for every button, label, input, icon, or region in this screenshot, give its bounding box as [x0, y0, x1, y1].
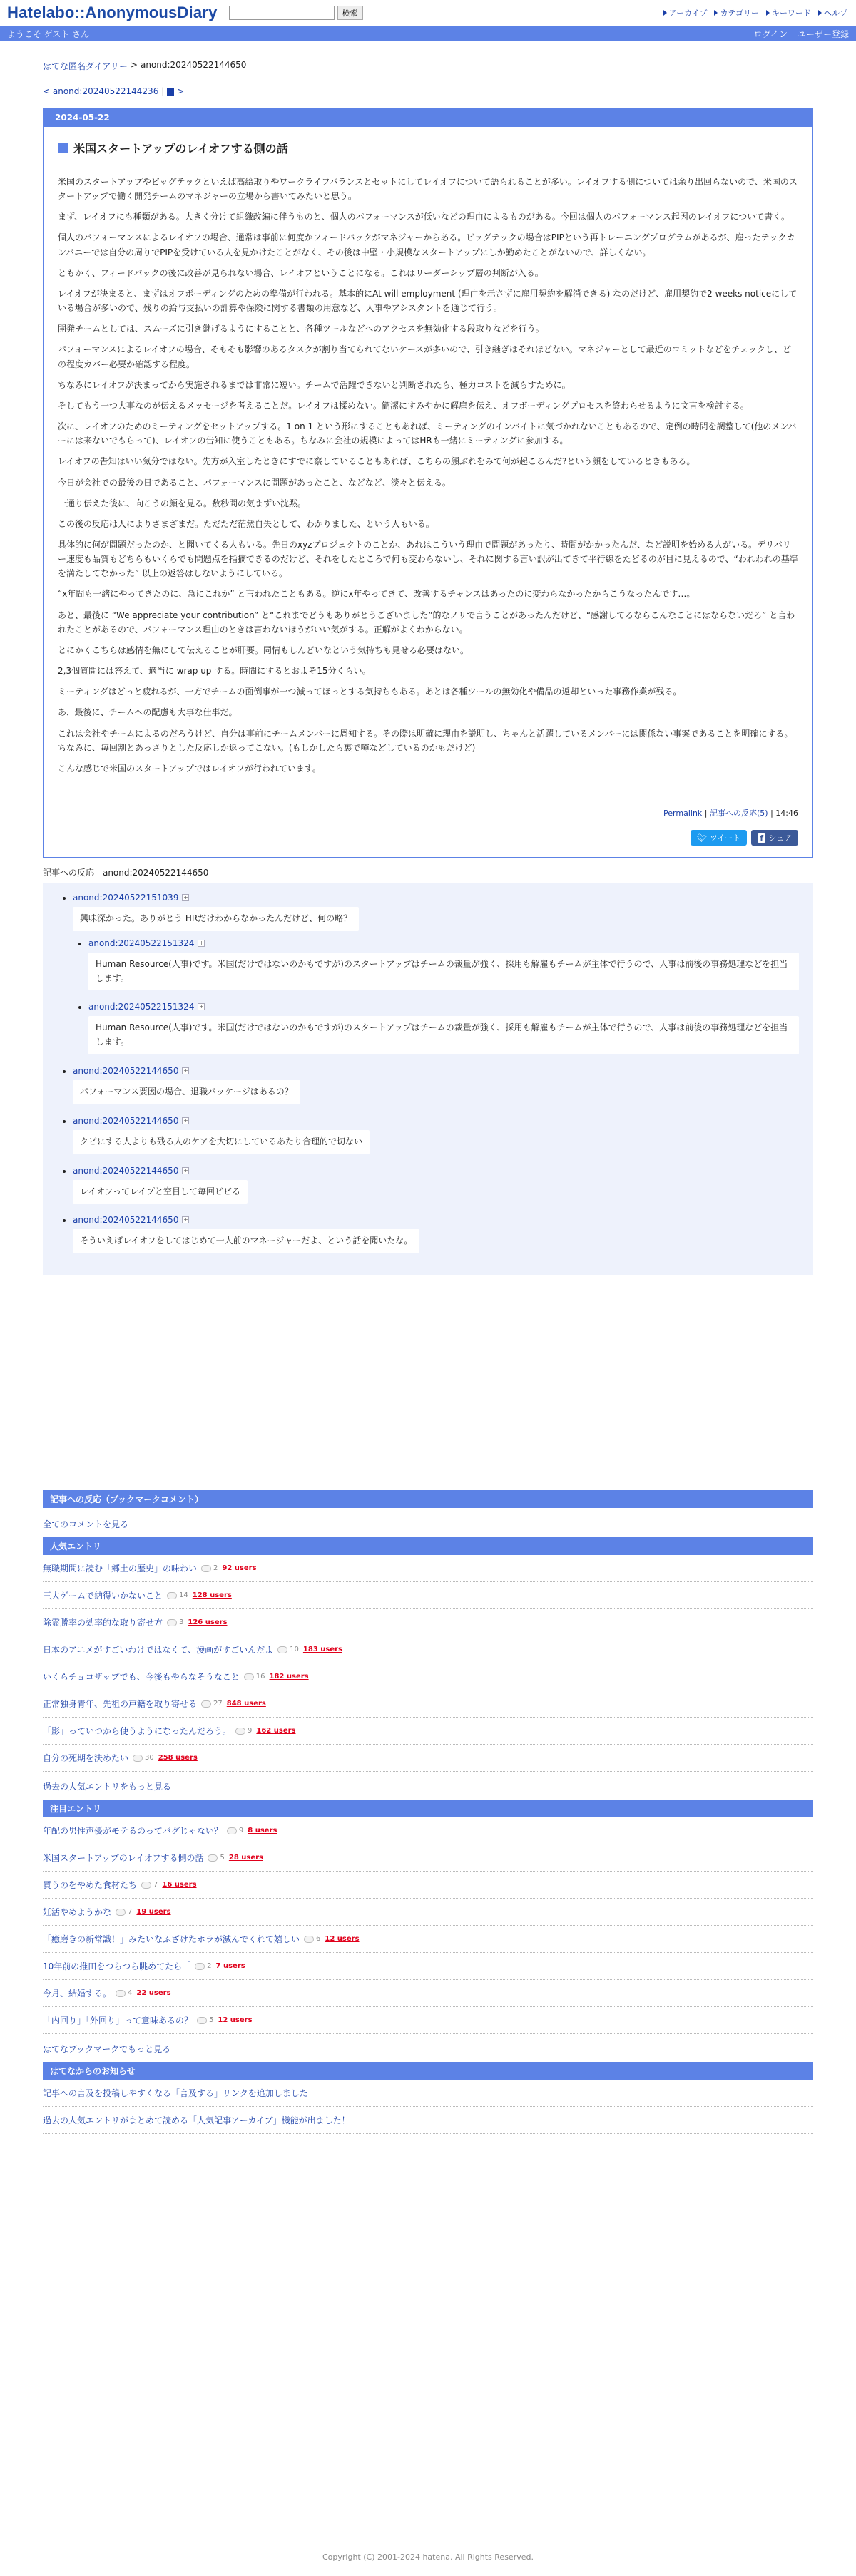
entry-row — [43, 1718, 813, 1745]
comment-bubble-icon — [235, 1728, 245, 1735]
popular-more-link[interactable]: 過去の人気エントリをもっと見る — [43, 1782, 172, 1792]
bookmark-users-link[interactable]: 162 users — [256, 1727, 296, 1735]
entry-row — [43, 1636, 813, 1663]
article-paragraph: 米国のスタートアップやビッグテックといえば高給取りやワークライフバランスとセットにしてレイオフについて語られることが多い。レイオフする側については余り出回らないので、米国のスタートアップで働く開発チームのマネジャーの立場から書いてみたいと思う。 — [58, 177, 798, 202]
news-link[interactable]: 記事への言及を投稿しやすくなる「言及する」リンクを追加しました — [43, 2088, 308, 2099]
bookmark-users-link[interactable]: 182 users — [269, 1673, 309, 1681]
reaction-item — [73, 1066, 799, 1104]
entry-title-link[interactable]: 正常独身青年、先祖の戸籍を取り寄せる — [43, 1699, 198, 1710]
comment-count[interactable] — [195, 1962, 211, 1970]
expand-icon[interactable]: + — [199, 1003, 204, 1010]
entry-row — [43, 1555, 813, 1582]
comment-bubble-icon — [116, 1990, 126, 1997]
article-paragraph: “x年間も一緒にやってきたのに、急にこれか” と言われたこともある。逆にx年やってきて、改善するチャンスはあったのに変わらなかったからこうなったんです…。 — [58, 589, 696, 600]
bookmark-users-link[interactable]: 7 users — [215, 1962, 245, 1971]
article-footer: Permalink | 記事への反応(5) | 14:46 — [663, 809, 798, 818]
bookmark-users-link[interactable]: 16 users — [162, 1881, 197, 1889]
article-paragraph: ミーティングはどっと疲れるが、一方でチームの面倒事が一つ減ってほっとする気持ちもある。あとは各種ツールの無効化や備品の返却といった事務作業が残る。 — [58, 687, 682, 697]
reaction-body-wrap — [88, 953, 799, 991]
comment-count[interactable] — [244, 1673, 265, 1680]
bookmark-users-link[interactable]: 183 users — [302, 1646, 342, 1654]
article-paragraph: そしてもう一つ大事なのが伝えるメッセージを考えることだ。レイオフは揉めない。簡潔にすみやかに解雇を伝え、オフボーディングプロセスを終わらせるように文言を検討する。 — [58, 400, 749, 411]
reaction-body-wrap — [73, 1176, 799, 1204]
reaction-item — [73, 1166, 799, 1204]
share-label: シェア — [768, 833, 792, 843]
reaction-author — [73, 1215, 189, 1225]
reaction-author-link[interactable]: • anond:20240522144650 — [73, 1115, 179, 1126]
permalink[interactable]: Permalink — [663, 809, 703, 818]
comment-bubble-icon — [167, 1592, 177, 1599]
comment-count-value: 5 — [209, 2016, 214, 2025]
news-item — [43, 2080, 813, 2107]
article-paragraph: あと、最後に “We appreciate your contribution” と“これまでどうもありがとうございました”的なノリで言うことがあったんだけど、“感謝してるならこんなことにはならないだろ” と言われたことがあるので、パフォーマンス理由のときは言わないほうがいい気がする。正解がよくわからない。 — [58, 610, 795, 635]
entry-row — [43, 1844, 813, 1872]
tweet-button[interactable] — [691, 830, 747, 846]
breadcrumb — [43, 60, 813, 72]
reaction-item — [88, 1002, 799, 1054]
popular-entries — [43, 1555, 813, 1772]
reaction-text: 興味深かった。ありがとう HRだけわからなかったんだけど、何の略？ — [80, 913, 352, 923]
entry-title-link[interactable]: 除霊勝率の効率的な取り寄せ方 — [43, 1618, 163, 1628]
main-content — [43, 60, 813, 2134]
title-square-icon — [58, 143, 68, 153]
entry-row — [43, 1690, 813, 1718]
entry-title-link[interactable]: 無職期間に読む「郷土の歴史」の味わい — [43, 1564, 198, 1574]
bird-icon: 🐦︎ — [697, 833, 707, 843]
reactions-link[interactable]: 記事への反応(5) — [710, 809, 768, 818]
breadcrumb-current: anond:20240522144650 — [140, 60, 247, 70]
reactions-heading: 記事への反応 - anond:20240522144650 — [43, 868, 209, 878]
reaction-author-link[interactable]: • anond:20240522151039 — [73, 893, 179, 903]
comment-count-value: 5 — [220, 1854, 225, 1862]
comment-count[interactable] — [201, 1564, 218, 1572]
news-item — [43, 2107, 813, 2134]
notable-more-link[interactable]: はてなブックマークでもっと見る — [43, 2044, 171, 2055]
reaction-item — [73, 1116, 799, 1154]
expand-icon[interactable]: + — [183, 1117, 188, 1124]
comment-bubble-icon — [201, 1565, 211, 1572]
nav-keyword-label: キーワード — [772, 9, 811, 18]
bookmark-users-link[interactable]: 128 users — [192, 1591, 232, 1600]
entry-row — [43, 1953, 813, 1980]
comment-count-value: 4 — [128, 1989, 133, 1998]
comment-count[interactable] — [304, 1935, 320, 1943]
expand-icon[interactable]: + — [183, 1166, 188, 1174]
article-date: 2024-05-22 — [44, 108, 812, 127]
reaction-body-wrap — [73, 1126, 799, 1154]
reaction-body — [73, 1080, 300, 1104]
entry-title-link[interactable]: 妊活やめようかな — [43, 1907, 112, 1918]
triangle-right-icon — [766, 10, 770, 16]
comment-bubble-icon — [227, 1827, 237, 1834]
news-link[interactable]: 過去の人気エントリがまとめて読める「人気記事アーカイブ」機能が出ました！ — [43, 2115, 350, 2126]
entry-title-link[interactable]: 米国スタートアップのレイオフする側の話 — [43, 1853, 204, 1864]
reaction-body — [73, 1229, 419, 1253]
facebook-icon: f — [758, 833, 765, 843]
comment-count[interactable] — [133, 1754, 154, 1762]
entry-row — [43, 1926, 813, 1953]
reaction-author-link[interactable]: • anond:20240522144650 — [73, 1065, 179, 1076]
nav-help-label: ヘルプ — [824, 9, 847, 18]
comment-bubble-icon — [244, 1673, 254, 1680]
reaction-item — [88, 938, 799, 991]
reaction-author — [88, 1002, 205, 1012]
entry-title-link[interactable]: 日本のアニメがすごいわけではなくて、漫画がすごいんだよ — [43, 1645, 274, 1656]
notable-entries — [43, 1817, 813, 2034]
reaction-item — [73, 893, 799, 1054]
header-nav — [663, 7, 847, 19]
entry-title-link[interactable]: 10年前の推田をつらつら眺めてたら「 — [43, 1961, 191, 1972]
notable-more — [43, 2034, 813, 2062]
pager-separator: | — [161, 86, 165, 96]
reaction-author — [73, 1166, 189, 1176]
hatena-news — [43, 2080, 813, 2134]
bookmark-users-link[interactable]: 8 users — [248, 1827, 277, 1835]
reaction-text: そういえばレイオフをしてはじめて一人前のマネージャーだよ、という話を聞いたな。 — [80, 1236, 413, 1246]
bookmark-users-link[interactable]: 19 users — [136, 1908, 171, 1916]
bookmark-users-link[interactable]: 12 users — [325, 1935, 360, 1944]
reaction-body — [88, 953, 799, 991]
bookmark-users-link[interactable]: 22 users — [136, 1989, 171, 1998]
reaction-author-link[interactable]: • anond:20240522144650 — [73, 1215, 179, 1226]
entry-title-link[interactable]: 今月、結婚する。 — [43, 1989, 112, 1999]
square-icon — [167, 88, 174, 96]
reactions-list — [43, 883, 813, 1275]
entry-row — [43, 1609, 813, 1636]
article-paragraph: パフォーマンスによるレイオフの場合、そもそも影響のあるタスクが割り当てられてないケースが多いので、引き継ぎはそれほどない。マネジャーとして最近のコミットなどをチェックし、どの程度カバー必要か確認する程度。 — [58, 344, 792, 369]
user-bar — [0, 26, 856, 41]
popular-entries-heading: 人気エントリ — [43, 1537, 813, 1555]
triangle-right-icon — [714, 10, 718, 16]
comment-count[interactable] — [201, 1700, 223, 1708]
reaction-body — [73, 1180, 248, 1204]
popular-more — [43, 1772, 813, 1800]
comment-count-value: 7 — [128, 1908, 133, 1916]
reaction-author — [73, 893, 189, 903]
comment-bubble-icon — [141, 1882, 151, 1889]
nav-category-label: カテゴリー — [720, 9, 759, 18]
article-body — [44, 127, 812, 857]
comment-bubble-icon — [277, 1646, 287, 1653]
entry-title-link[interactable]: 「影」っていつから使うようになったんだろう。 — [43, 1726, 232, 1737]
comment-count-value: 6 — [316, 1935, 321, 1944]
reaction-author-link[interactable]: • anond:20240522144650 — [73, 1165, 179, 1176]
comment-count-value: 27 — [213, 1700, 223, 1708]
article-paragraph: あ、最後に、チームへの配慮も大事な仕事だ。 — [58, 707, 238, 718]
comment-bubble-icon — [304, 1936, 314, 1943]
article-paragraph: ともかく、フィードバックの後に改善が見られない場合、レイオフということになる。これはリーダーシップ層の判断が入る。 — [58, 267, 544, 278]
entry-title-link[interactable]: 三大ゲームで納得いかないこと — [43, 1591, 163, 1601]
next-entry-label: > — [177, 86, 185, 96]
entry-title-link[interactable]: 年配の男性声優がモテるのってバグじゃない？ — [43, 1826, 223, 1837]
article-paragraph: 2,3個質問には答えて、適当に wrap up する。時間にするとおよそ15分くらい。 — [58, 666, 371, 677]
bookmark-users-link[interactable]: 28 users — [228, 1854, 263, 1862]
comment-bubble-icon — [133, 1755, 143, 1762]
site-header — [0, 0, 856, 26]
post-time: 14:46 — [775, 809, 798, 818]
article-paragraph: レイオフの告知はいい気分ではない。先方が入室したときにすでに察していることもあれば、こちらの顔ぶれをみて何が起こるんだ?という顔をしているときもある。 — [58, 456, 696, 467]
article-paragraph: これは会社やチームによるのだろうけど、自分は事前にチームメンバーに周知する。その際は明確に理由を説明し、ちゃんと活躍しているメンバーには関係ない事案であることを明確にする。ちなみに、毎回割とあっさりとした反応しか返ってこない。(もしかしたら裏で噂などしているのかもだけど) — [58, 728, 793, 753]
entry-row — [43, 2007, 813, 2034]
comment-count-value: 30 — [145, 1754, 154, 1762]
article-paragraph: ちなみにレイオフが決まってから実施されるまでは非常に短い。チームで活躍できないと判断されたら、極力コストを減らすために。 — [58, 379, 571, 390]
comment-bubble-icon — [208, 1854, 218, 1862]
article-paragraph: この後の反応は人によりさまざまだ。ただただ茫然自失として、わかりました、という人もいる。 — [58, 518, 434, 529]
bookmark-users-link[interactable]: 92 users — [222, 1564, 257, 1573]
comment-count[interactable] — [167, 1591, 188, 1599]
comment-count[interactable] — [116, 1989, 132, 1997]
article-paragraph: まず、レイオフにも種類がある。大きく分けて組織改編に伴うものと、個人のパフォーマンスが低いなどの理由によるものがある。今回は個人のパフォーマンス起因のレイオフについて書く。 — [58, 212, 790, 222]
reaction-body — [88, 1016, 799, 1054]
reaction-body-wrap — [88, 1016, 799, 1054]
next-entry-link[interactable] — [167, 86, 184, 96]
article-paragraph: こんな感じで米国のスタートアップではレイオフが行われています。 — [58, 763, 321, 774]
reaction-author — [88, 938, 205, 948]
comment-count[interactable] — [167, 1618, 183, 1626]
comment-count-value: 3 — [179, 1618, 184, 1627]
entry-title-link[interactable]: 買うのをやめた食材たち — [43, 1880, 138, 1891]
reaction-item — [73, 1215, 799, 1253]
reaction-replies — [73, 938, 799, 1054]
breadcrumb-separator: > — [130, 60, 138, 70]
article-paragraph: 今日が会社での最後の日であること、パフォーマンスに問題があったこと、などなど、淡々と伝える。 — [58, 477, 451, 488]
nav-help[interactable] — [818, 7, 847, 19]
welcome-text: ようこそ ゲスト さん — [7, 29, 90, 39]
comment-bubble-icon — [167, 1619, 177, 1626]
reaction-body — [73, 907, 359, 931]
comment-bubble-icon — [197, 2017, 207, 2024]
nav-archive-label: アーカイブ — [668, 9, 708, 18]
entry-title-link[interactable]: 「内回り」「外回り」って意味あるの？ — [43, 2016, 193, 2026]
comment-count[interactable] — [208, 1854, 224, 1862]
reaction-body-wrap — [73, 903, 799, 931]
register-link[interactable]: ユーザー登録 — [797, 29, 849, 39]
comment-count[interactable] — [235, 1727, 252, 1735]
article-paragraph: 次に、レイオフのためのミーティングをセットアップする。1 on 1 という形にすることもあれば、ミーティングのインバイトに気づかれないこともあるので、定例の時間を調整して(他のメンバーには来ないでもらって)、レイオフの告知に使うこともある。ちなみに会社の規模によってはHRも一緒にミーティングに参加する。 — [58, 421, 797, 446]
reaction-text: パフォーマンス要因の場合、退職パッケージはあるの？ — [80, 1086, 293, 1097]
comment-count[interactable] — [116, 1908, 132, 1916]
reaction-text: Human Resource(人事)です。米国(だけではないのかもですが)のスタートアップはチームの裁量が強く、採用も解雇もチームが主体で行うので、人事は前後の事務処理などを担当します。 — [96, 1022, 788, 1047]
comment-count[interactable] — [277, 1646, 299, 1653]
bookmark-comments-heading: 記事への反応（ブックマークコメント） — [43, 1490, 813, 1508]
entry-row — [43, 1817, 813, 1844]
reaction-text: クビにする人よりも残る人のケアを大切にしているあたり合理的で切ない — [80, 1136, 363, 1146]
site-logo[interactable]: Hatelabo::AnonymousDiary — [7, 4, 218, 21]
comment-bubble-icon — [195, 1963, 205, 1970]
comment-count-value: 2 — [213, 1564, 218, 1573]
reaction-author — [73, 1066, 189, 1076]
entry-row — [43, 1980, 813, 2007]
entry-row — [43, 1745, 813, 1772]
reaction-author — [73, 1116, 189, 1126]
comment-count-value: 16 — [255, 1673, 265, 1681]
triangle-right-icon — [663, 10, 667, 16]
comment-count-value: 7 — [153, 1881, 158, 1889]
article-paragraph: 個人のパフォーマンスによるレイオフの場合、通常は事前に何度かフィードバックがマネジャーからある。ビッグテックの場合はPIPという再トレーニングプログラムがあるが、雇ったテックカンパニーでは自分の周りでPIPを受けている人を見かけたことがなく、その後は中堅・小規模なスタートアップにしか勤めたことがないので、詳しくない。 — [58, 232, 795, 257]
expand-icon[interactable]: + — [199, 939, 204, 946]
comment-count-value: 9 — [248, 1727, 253, 1735]
article-paragraph: レイオフが決まると、まずはオフボーディングのための準備が行われる。基本的にAt will employment (理由を示さずに雇用契約を解消できる) なのだけど、雇用契約で2 weeks noticeにしている場合が多いので、残りの給与支払いの計算や保険に関する書類の用意など、人事やアシスタントを通じて行う。 — [58, 288, 798, 314]
notable-entries-heading: 注目エントリ — [43, 1800, 813, 1817]
all-comments — [43, 1508, 813, 1537]
expand-icon[interactable]: + — [183, 1067, 188, 1074]
entry-row — [43, 1872, 813, 1899]
search-input[interactable] — [229, 6, 335, 20]
article-title — [58, 140, 798, 156]
bookmark-users-link[interactable]: 126 users — [188, 1618, 228, 1627]
hatena-news-heading: はてなからのお知らせ — [43, 2062, 813, 2080]
bookmark-users-link[interactable]: 848 users — [226, 1700, 266, 1708]
expand-icon[interactable]: + — [183, 1216, 188, 1223]
reaction-author-link[interactable]: • anond:20240522151324 — [88, 938, 195, 948]
entry-row — [43, 1899, 813, 1926]
entry-row — [43, 1663, 813, 1690]
reaction-body — [73, 1130, 370, 1154]
reaction-body-wrap — [73, 1225, 799, 1253]
share-buttons — [58, 830, 798, 846]
article-paragraph: とにかくこちらは感情を無にして伝えることが肝要。同情もしんどいなという気持ちも見せる必要はない。 — [58, 645, 469, 655]
comment-count[interactable] — [197, 2016, 213, 2024]
article-title-text: 米国スタートアップのレイオフする側の話 — [73, 142, 288, 155]
breadcrumb-home[interactable]: はてな匿名ダイアリー — [43, 61, 128, 71]
comment-count[interactable] — [141, 1881, 158, 1889]
expand-icon[interactable]: + — [183, 894, 188, 900]
entry-pager — [43, 86, 813, 96]
comment-count-value: 2 — [207, 1962, 212, 1971]
prev-entry-link[interactable]: < anond:20240522144236 — [43, 86, 159, 96]
facebook-share-button[interactable] — [751, 830, 798, 846]
search-button[interactable]: 検索 — [337, 6, 363, 20]
entry-title-link[interactable]: いくらチョコザップでも、今後もやらなそうなこと — [43, 1672, 240, 1683]
nav-keyword[interactable] — [766, 7, 811, 19]
article-paragraph: 一通り伝えた後に、向こうの顔を見る。数秒間の気まずい沈黙。 — [58, 498, 307, 508]
nav-archive[interactable] — [663, 7, 708, 19]
all-comments-link[interactable]: 全てのコメントを見る — [43, 1519, 129, 1530]
search-form — [229, 6, 363, 20]
comment-bubble-icon — [116, 1909, 126, 1916]
entry-row — [43, 1582, 813, 1609]
article-paragraph: 開発チームとしては、スムーズに引き継げるようにすることと、各種ツールなどへのアクセスを無効化する段取りなどを行う。 — [58, 324, 544, 334]
triangle-right-icon — [818, 10, 822, 16]
reaction-text: レイオフってレイプと空目して毎回ビビる — [80, 1186, 241, 1196]
article-paragraph: 具体的に何が問題だったのか、と聞いてくる人もいる。先日のxyzプロジェクトのことか、あれはこういう理由で問題があったり、時間がかかったんだ、など説明を始める人がいる。デリバリー速度も品質もどちらもいくらでも問題点を指摘できるのだけど、それをしたところで何も変わらないし、それに関する言い訳が出てきて平行線をたどるのが目に見えるので、“われわれの基準を満たしてなかった” 以上の返答はしないようにしている。 — [58, 539, 798, 579]
reaction-text: Human Resource(人事)です。米国(だけではないのかもですが)のスタートアップはチームの裁量が強く、採用も解雇もチームが主体で行うので、人事は前後の事務処理などを担当します。 — [96, 958, 788, 983]
bookmark-users-link[interactable]: 12 users — [218, 2016, 253, 2025]
copyright: Copyright (C) 2001-2024 hatena. All Rights Reserved. — [322, 2552, 534, 2562]
tweet-label: ツイート — [709, 833, 741, 843]
reaction-tree — [57, 893, 799, 1253]
entry-title-link[interactable]: 「癒磨きの新常識！」みたいなふざけたホラが滅んでくれて嬉しい — [43, 1934, 300, 1945]
nav-category[interactable] — [714, 7, 759, 19]
entry-title-link[interactable]: 自分の死期を決めたい — [43, 1753, 129, 1764]
login-link[interactable]: ログイン — [753, 29, 788, 39]
comment-bubble-icon — [201, 1700, 211, 1708]
article — [43, 108, 813, 858]
comment-count-value: 14 — [179, 1591, 188, 1600]
reaction-author-link[interactable]: • anond:20240522151324 — [88, 1002, 195, 1012]
reaction-body-wrap — [73, 1076, 799, 1104]
comment-count[interactable] — [227, 1827, 243, 1834]
comment-count-value: 9 — [238, 1827, 244, 1835]
bookmark-users-link[interactable]: 258 users — [158, 1754, 198, 1762]
comment-count-value: 10 — [290, 1646, 299, 1654]
article-paragraphs — [58, 175, 798, 776]
